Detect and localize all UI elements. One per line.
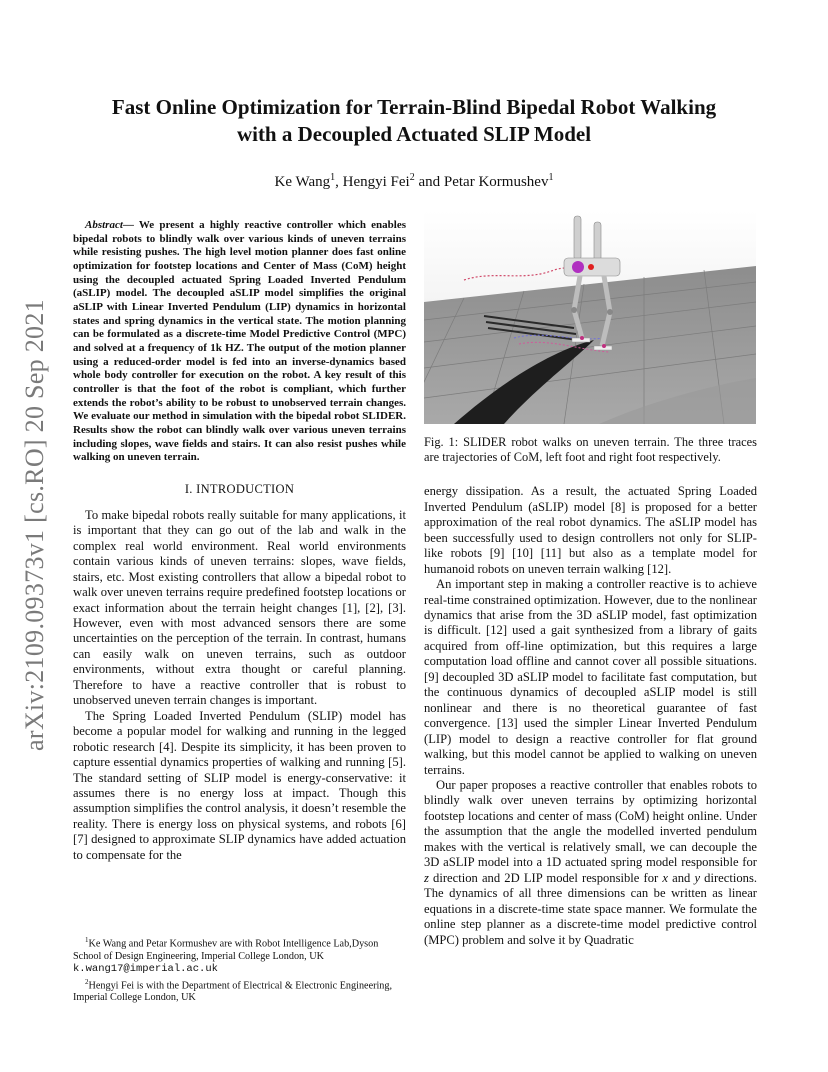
abstract-label: Abstract — [85, 219, 123, 231]
intro-paragraph-2: The Spring Loaded Inverted Pendulum (SLIP) model has become a popular model for walking and running in the legged robotic research [4]. Despite its simplicity, it has been proven to capture essential dynamics properties of walking and running [5]. The standard setting of SLIP model is energy-conservative: it assumes there is no energy loss at impact. Though this assumption simplifies the control analysis, it doesn’t resemble the reality. There is energy loss on physical systems, and robots [6] [7] designed to approximate SLIP dynamics have added actuation to compensate for the — [73, 708, 406, 862]
introduction-body — [73, 508, 406, 863]
math-z: z — [424, 870, 429, 885]
author-3-affiliation: 1 — [548, 172, 554, 183]
author-list — [80, 172, 748, 191]
abstract-dash: — — [122, 219, 139, 231]
author-separator: and — [414, 174, 444, 190]
abstract-text: We present a highly reactive controller which enables bipedal robots to blindly walk over various kinds of uneven terrains while resisting pushes. The high level motion planner does fast online optimization for footstep locations and Center of Mass (CoM) height using the decoupled actuated Spring Loaded Inverted Pendulum (aSLIP) model. The decoupled aSLIP model simplifies the original aSLIP with Linear Inverted Pendulum (LIP) dynamics in horizontal states and spring dynamics in the vertical state. The motion planning can be formulated as a discrete-time Model Predictive Control (MPC) and solved at a frequency of 1k HZ. The output of the motion planner using a reduced-order model is fed into an inverse-dynamics based whole body controller for execution on the robot. A key result of this controller is that the foot of the robot is compliant, which further extends the robot’s ability to be robust to unobserved terrain changes. We evaluate our method in simulation with the bipedal robot SLIDER. Results show the robot can blindly walk over various uneven terrains including slopes, wave fields and stairs. It can also resist pushes while walking on uneven terrain. — [73, 219, 406, 464]
author-separator: , — [335, 174, 343, 190]
intro-paragraph-1: To make bipedal robots really suitable for many applications, it is important that they can go out of the lab and walk in the complex real world environment. Real world environments contain various kinds of uneven terrains: slopes, wave fields, stairs, etc. Most existing controllers that allow a bipedal robot to walk over uneven terrains require predefined footstep locations or exact information about the terrain height changes [1], [2], [3]. However, even with most advanced sensors there are some uncertainties on the perception of the terrain. In contrast, humans can easily walk on uneven terrains, such as outdoor environments, without extra thought or careful planning. Therefore to have a reactive controller that is robust to unobserved uneven terrain changes is important. — [73, 507, 406, 708]
right-paragraph-3-part-d: directions. The dynamics of all three dimensions can be written as linear equations in a discrete-time state space manner. We formulate the online step planner as a discrete-time model predictive control (MPC) problem and solve it by Quadratic — [424, 870, 757, 947]
math-x: x — [662, 870, 668, 885]
author-2-affiliation: 2 — [409, 172, 415, 183]
abstract — [73, 219, 406, 465]
footnote-1-text: Ke Wang and Petar Kormushev are with Robot Intelligence Lab,Dyson School of Design Engineering, Imperial College London, UK — [73, 938, 379, 962]
right-paragraph-3-part-c: and — [667, 870, 695, 885]
figure-1-caption: Fig. 1: SLIDER robot walks on uneven terrain. The three traces are trajectories of CoM, left foot and right foot respectively. — [424, 435, 757, 465]
footnote-1-mark: 1 — [85, 936, 89, 944]
paper-title — [80, 94, 748, 148]
author-2: Hengyi Fei — [342, 174, 410, 190]
right-column-body — [424, 484, 757, 948]
arxiv-id-text: arXiv:2109.09373v1 [cs.RO] 20 Sep 2021 — [20, 299, 49, 751]
right-paragraph-3-part-a: Our paper proposes a reactive controller that enables robots to blindly walk over uneven terrains by optimizing horizontal footstep locations and center of mass (CoM) height online. Under the assumption that the angle the modelled inverted pendulum makes with the vertical is relatively small, we can decouple the 3D aSLIP model into a 1D actuated spring model responsible for — [424, 778, 757, 870]
figure-1-robot-simulation — [424, 210, 756, 424]
footnote-2-mark: 2 — [85, 977, 89, 986]
footnote-1-email: k.wang17@imperial.ac.uk — [73, 963, 218, 976]
footnotes — [73, 934, 406, 1005]
right-paragraph-3 — [424, 778, 757, 948]
author-1-affiliation: 1 — [330, 172, 336, 183]
author-1: Ke Wang — [274, 174, 331, 190]
title-line-2: with a Decoupled Actuated SLIP Model — [236, 122, 592, 146]
right-column — [424, 210, 757, 948]
right-paragraph-1: energy dissipation. As a result, the actuated Spring Loaded Inverted Pendulum (aSLIP) model [8] is proposed for a better approximation of the real robot dynamics. The aSLIP model has been successfully used to design controllers not only for SLIP-like robots [9] [10] [11] but also as a template model for humanoid robots on uneven terrain walking [12]. — [424, 484, 757, 576]
title-line-1: Fast Online Optimization for Terrain-Blind Bipedal Robot Walking — [111, 95, 717, 119]
footnote-2 — [73, 976, 406, 1005]
math-y: y — [694, 870, 701, 885]
arxiv-identifier-stamp — [18, 290, 52, 760]
right-paragraph-3-part-b: direction and 2D LIP model responsible for — [428, 870, 663, 885]
left-column — [73, 219, 406, 863]
right-paragraph-2: An important step in making a controller reactive is to achieve real-time constrained optimization. However, due to the nonlinear dynamics that arise from the 3D aSLIP model, fast optimization is difficult. [12] used a gait synthesized from a library of gaits acquired from off-line optimization, but this requires a large computation load offline and cannot cover all possible situations. [9] decoupled 3D aSLIP model to facilitate fast computation, but the continuous dynamics of decoupled aSLIP model is still nonlinear and there is no theoretical guarantee of fast convergence. [13] used the simpler Linear Inverted Pendulum (LIP) model to design a reactive controller for flat ground walking, but this model cannot be applied to walking on uneven terrains. — [424, 577, 757, 777]
robot-simulation-render — [424, 210, 756, 424]
footnote-1 — [73, 934, 406, 976]
section-heading-introduction: I. INTRODUCTION — [184, 481, 295, 496]
author-3: Petar Kormushev — [443, 174, 549, 190]
footnote-2-text: Hengyi Fei is with the Department of Electrical & Electronic Engineering, Imperial College London, UK — [73, 980, 393, 1004]
